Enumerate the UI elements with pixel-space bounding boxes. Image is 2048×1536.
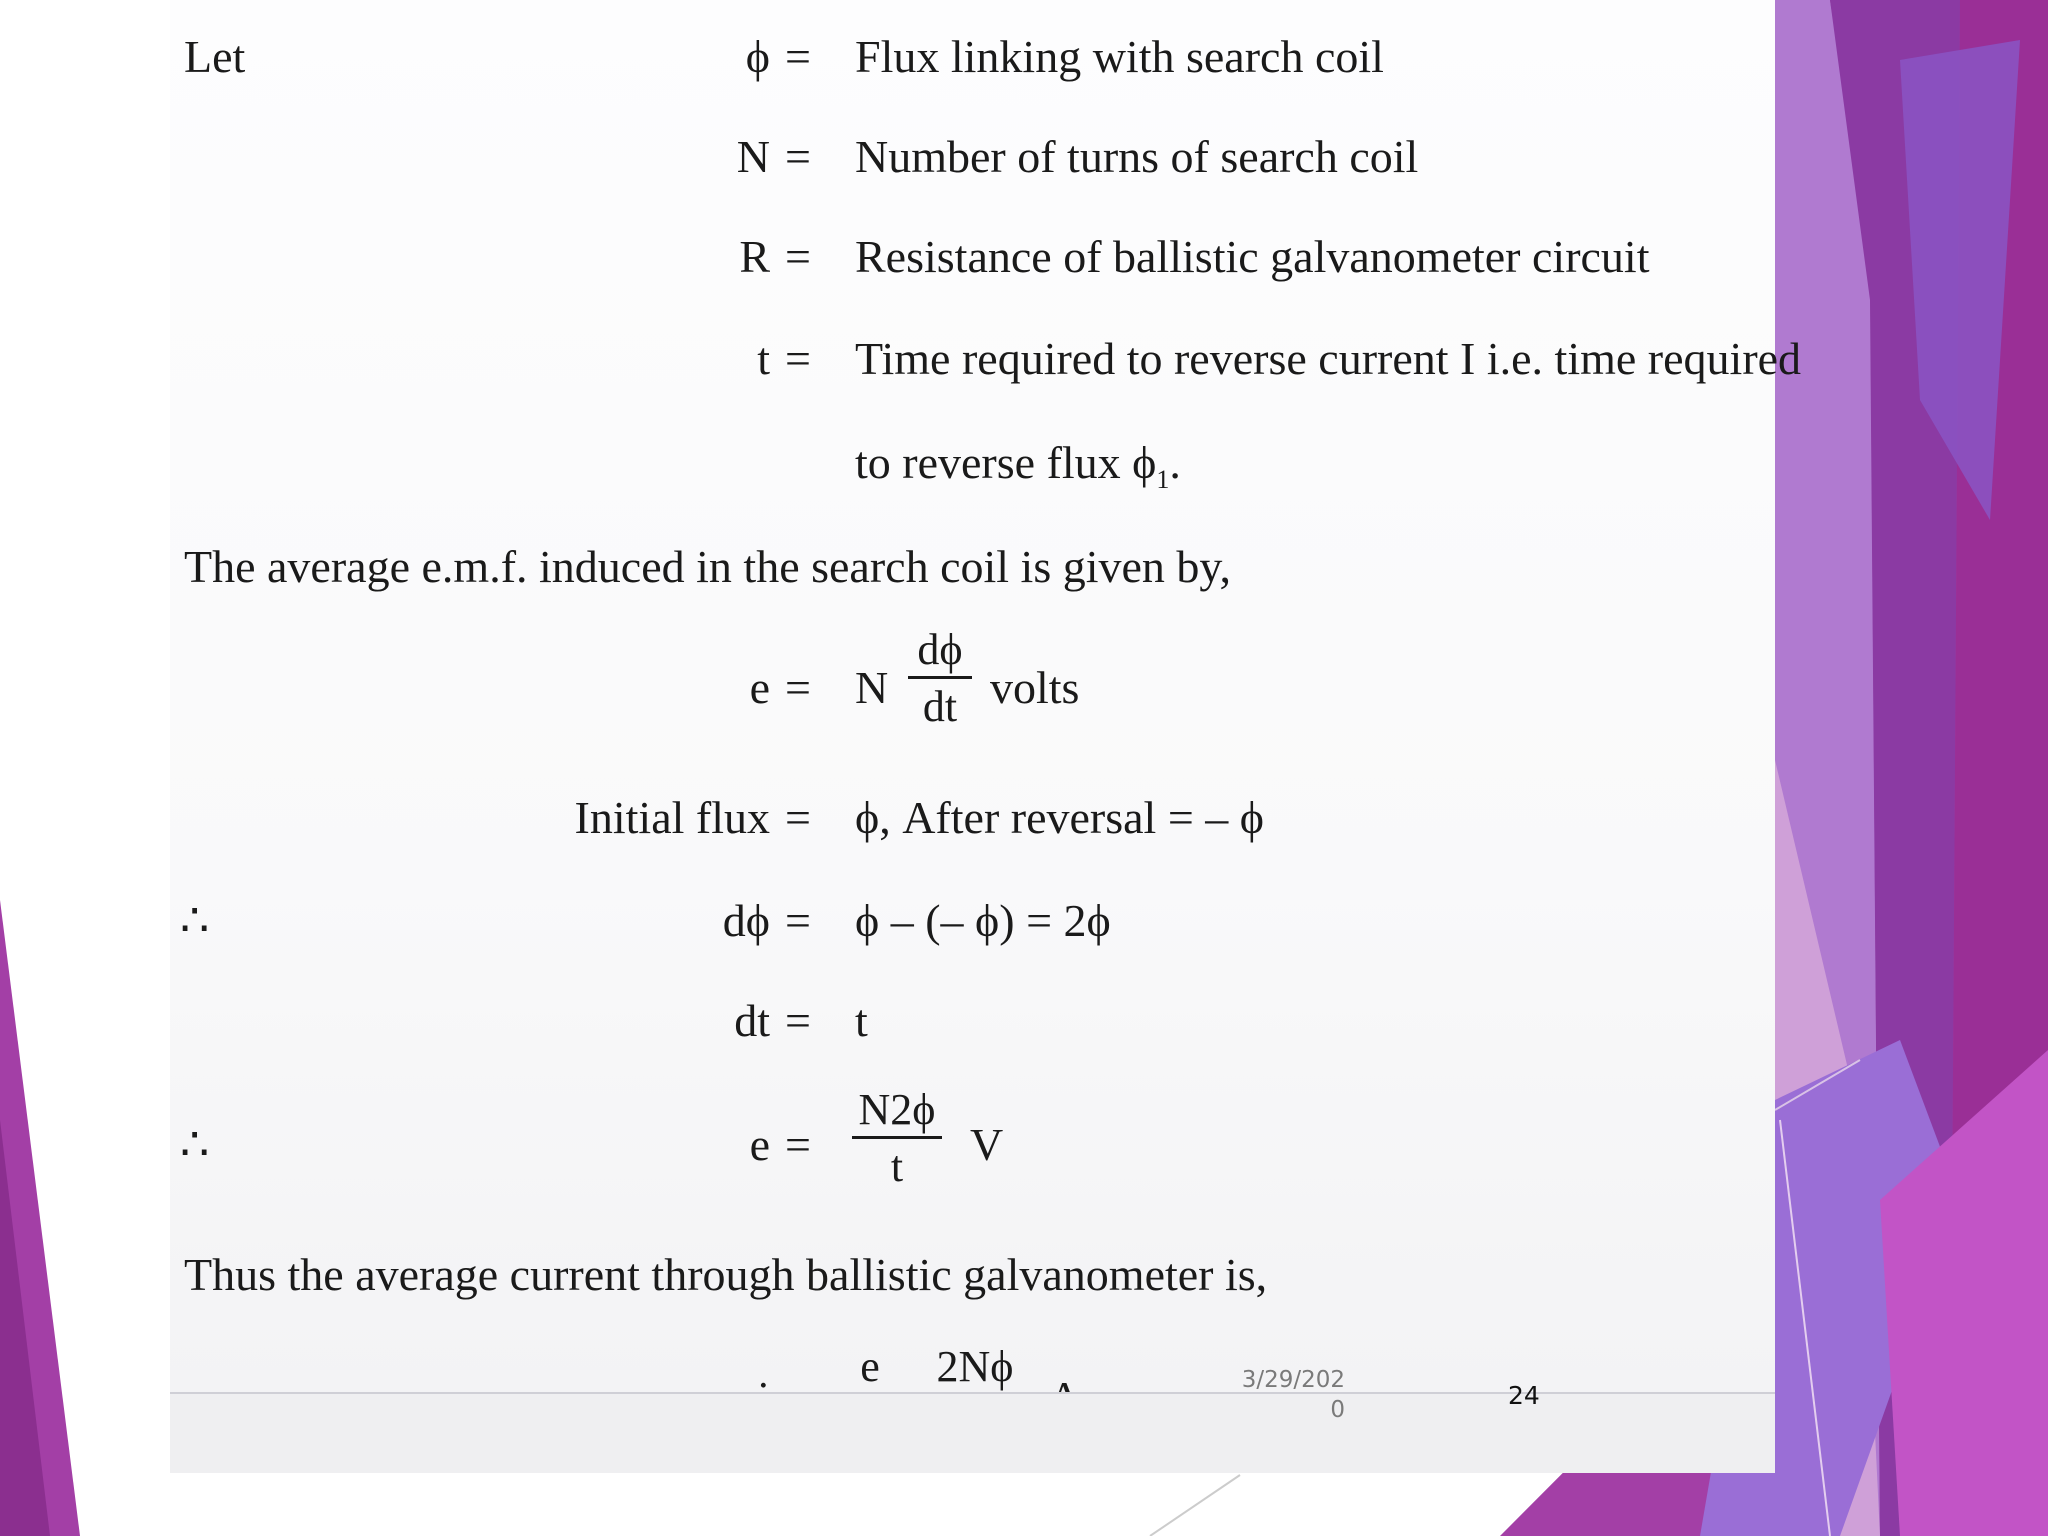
dt-lhs: dt xyxy=(734,995,770,1046)
def-text-flux: Flux linking with search coil xyxy=(855,31,1384,82)
i-numerator-2: 2Nϕ xyxy=(936,1342,1014,1391)
e-fraction xyxy=(852,1085,942,1191)
fraction-bar xyxy=(852,1136,942,1139)
therefore-symbol: ∴ xyxy=(180,1119,210,1170)
emf-fraction xyxy=(908,625,972,731)
emf-unit: volts xyxy=(990,662,1080,713)
dt-equals: = xyxy=(785,995,811,1046)
e-lhs: e xyxy=(749,1119,770,1170)
slide-date: 3/29/2020 xyxy=(1241,1367,1345,1423)
def-symbol-r: R xyxy=(739,231,770,282)
emf-numerator: dϕ xyxy=(917,625,963,674)
dphi-equals: = xyxy=(785,895,811,946)
fraction-bar xyxy=(908,676,972,679)
slide-text-layer xyxy=(170,0,1802,1473)
current-statement: Thus the average current through ballistic galvanometer is, xyxy=(184,1249,1268,1300)
emf-lhs: e xyxy=(749,662,770,713)
dphi-lhs: dϕ xyxy=(722,895,770,946)
emf-denominator: dt xyxy=(922,682,958,731)
def-continuation: to reverse flux $\phi_1$. xyxy=(855,437,1181,494)
def-text-time: Time required to reverse current I i.e. time required xyxy=(855,333,1802,384)
def-equals: = xyxy=(785,333,811,384)
def-symbol-phi: ϕ xyxy=(745,31,770,82)
def-symbol-t: t xyxy=(757,333,770,384)
flux-equals: = xyxy=(785,792,811,843)
therefore-symbol: ∴ xyxy=(180,895,210,946)
def-text-turns: Number of turns of search coil xyxy=(855,131,1419,182)
slide-page-number: 24 xyxy=(1508,1381,1540,1410)
def-equals: = xyxy=(785,231,811,282)
flux-lhs: Initial flux xyxy=(574,792,770,843)
e-numerator: N2ϕ xyxy=(858,1085,936,1134)
emf-equals: = xyxy=(785,662,811,713)
e-equals: = xyxy=(785,1119,811,1170)
def-symbol-n: N xyxy=(736,131,770,182)
def-equals: = xyxy=(785,131,811,182)
i-numerator-1: e xyxy=(860,1342,880,1391)
dt-rhs: t xyxy=(855,995,868,1046)
def-equals: = xyxy=(785,31,811,82)
let-label: Let xyxy=(184,31,246,82)
e-unit: V xyxy=(970,1119,1004,1170)
e-denominator: t xyxy=(890,1142,904,1191)
dphi-rhs: ϕ – (– ϕ) = 2ϕ xyxy=(855,895,1111,946)
emf-coef: N xyxy=(855,662,889,713)
emf-statement: The average e.m.f. induced in the search coil is given by, xyxy=(184,541,1231,592)
def-text-resistance: Resistance of ballistic galvanometer circuit xyxy=(855,231,1650,282)
flux-rhs: ϕ, After reversal = – ϕ xyxy=(855,792,1264,843)
